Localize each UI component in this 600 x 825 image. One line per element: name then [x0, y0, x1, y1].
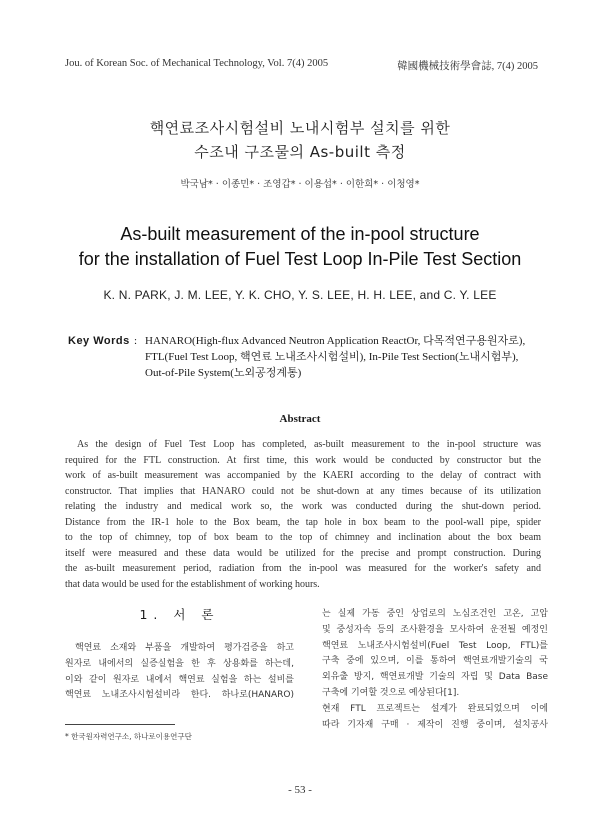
keywords-line: HANARO(High-flux Advanced Neutron Application ReactOr, 다목적연구용원자로), — [145, 335, 526, 347]
abstract-line: As the design of Fuel Test Loop has completed, as-built measurement to the in-pool structure was — [77, 439, 541, 450]
body-line: 원자로 내에서의 실증실험을 한 후 상용화를 하는데, — [65, 658, 294, 669]
keywords-list — [145, 333, 555, 381]
body-line: 구축 중에 있으며, 이를 통하여 핵연료개발기술의 국 — [322, 656, 548, 667]
abstract-line: the as-built measurement period, radiation from the in-pool was measured for the worker's safety and — [65, 563, 541, 574]
running-header — [65, 58, 538, 73]
abstract-line: Distance from the IR-1 hole to the Box beam, the tap hole in box beam to the pool-wall pipe, spider — [65, 516, 541, 528]
column-right — [322, 607, 548, 733]
body-line: 는 실제 가동 중인 상업로의 노심조건인 고온, 고압 — [322, 609, 548, 619]
title-english — [0, 222, 600, 272]
body-line: 핵연료 노내조사시험설비(Fuel Test Loop, FTL)를 — [322, 640, 548, 651]
column-left — [65, 605, 294, 704]
abstract-body — [65, 437, 541, 592]
page-number: - 53 - — [288, 784, 312, 796]
body-line: 핵연료 노내조사시험설비라 한다. 하나로(HANARO) — [65, 690, 294, 701]
abstract-line: itself were measured and these data would be utilized for the precise and prompt construction. During — [65, 547, 541, 559]
body-line: 구축에 기여할 것으로 예상된다[1]. — [322, 687, 460, 698]
title-english-line: As-built measurement of the in-pool structure — [120, 224, 480, 244]
abstract-line: required for the FTL construction. At first time, this work would be conducted by constructor but the — [65, 454, 541, 466]
journal-citation-en: Jou. of Korean Soc. of Mechanical Technology, Vol. 7(4) 2005 — [65, 58, 329, 69]
abstract-line: work of as-built measurement was accompanied by the KAERI according to the delay of contract with — [65, 470, 541, 481]
abstract-line: to the top of chimney, top of box beam to the top of chimney and inclination about the box beam — [65, 532, 541, 543]
title-english-line: for the installation of Fuel Test Loop In-Pile Test Section — [78, 249, 522, 269]
footnote-divider — [65, 724, 175, 725]
authors-english: K. N. PARK, J. M. LEE, Y. K. CHO, Y. S. LEE, H. H. LEE, and C. Y. LEE — [103, 288, 497, 302]
abstract-line: that data would be used for the establishment of working hours. — [65, 578, 320, 590]
body-line: 이와 같이 원자로 내에서 핵연료 실험을 하는 설비를 — [65, 674, 294, 685]
body-line: 따라 기자재 구매 · 제작이 진행 중이며, 설치공사 — [322, 719, 548, 730]
body-line: 핵연료 소재와 부품을 개발하여 평가검증을 하고 — [75, 643, 294, 653]
journal-citation-ko: 韓國機械技術學會誌, 7(4) 2005 — [397, 61, 538, 72]
body-line: 및 중성자속 등의 조사환경을 모사하여 운전될 예정인 — [322, 624, 548, 635]
abstract-line: constructor. That implies that HANARO could not be shut-down at any times because of its utilization — [65, 485, 541, 497]
affiliation-footnote: * 한국원자력연구소, 하나로이용연구단 — [65, 732, 192, 741]
body-line: 현재 FTL 프로젝트는 설계가 완료되었으며 이에 — [322, 703, 548, 714]
section-heading-introduction: 1. 서 론 — [139, 607, 220, 622]
abstract-line: relating the industry and medical work so, the work was conducted during the shut-down period. — [65, 501, 541, 512]
body-line: 외유출 방지, 핵연료개발 기술의 자립 및 Data Base — [322, 672, 548, 683]
title-korean-line: 수조내 구조물의 As-built 측정 — [194, 143, 406, 161]
title-korean-line: 핵연료조사시험설비 노내시험부 설치를 위한 — [149, 119, 451, 137]
keywords-label: Key Words — [68, 335, 130, 347]
keywords-line: FTL(Fuel Test Loop, 핵연료 노내조사시험설비), In-Pile Test Section(노내시험부), — [145, 351, 519, 363]
keywords-colon: : — [134, 335, 138, 347]
abstract-heading: Abstract — [279, 413, 321, 425]
keywords-line: Out-of-Pile System(노외공정계통) — [145, 367, 302, 379]
title-korean — [0, 116, 600, 164]
authors-korean: 박국남* · 이종민* · 조영갑* · 이용섭* · 이한희* · 이청영* — [180, 179, 420, 190]
